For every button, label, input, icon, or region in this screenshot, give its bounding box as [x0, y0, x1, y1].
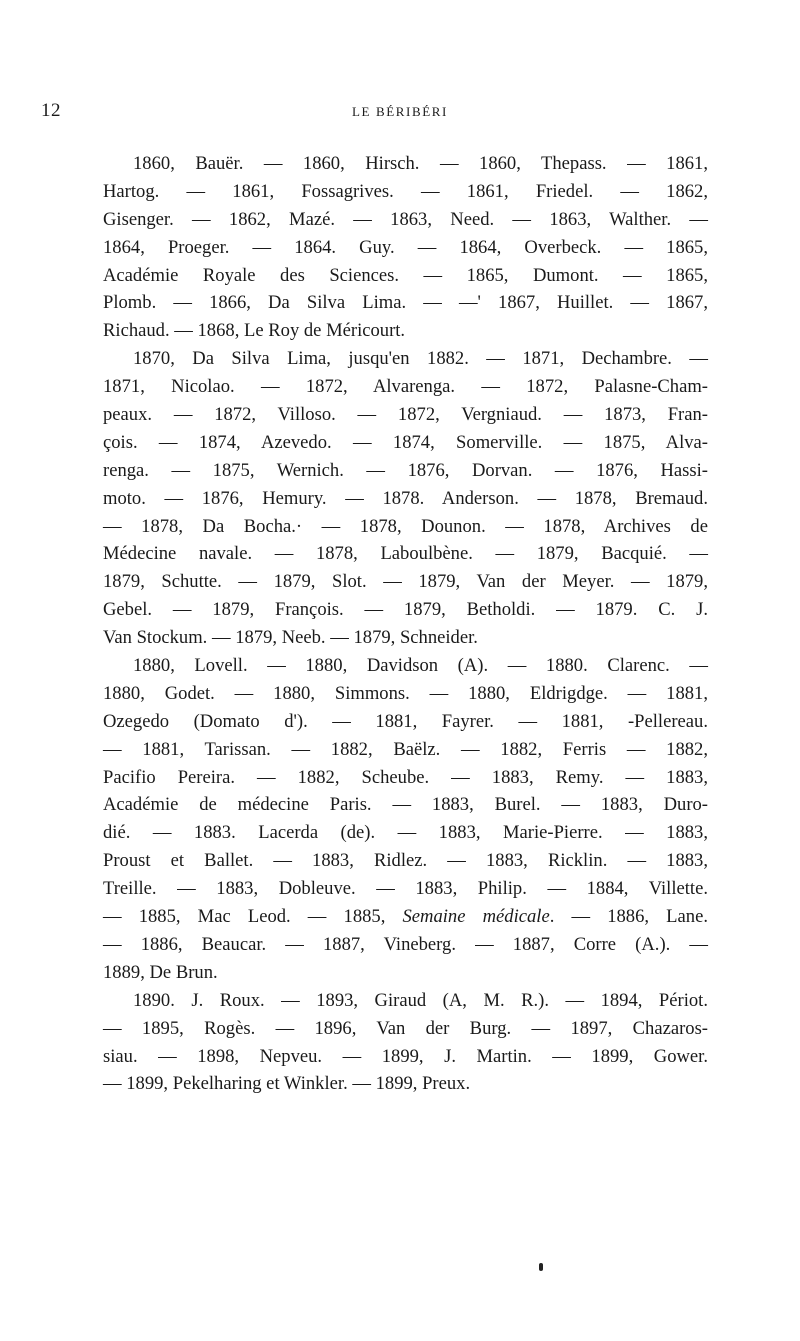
- text-line: Plomb. — 1866, Da Silva Lima. — —' 1867, Huillet. — 1867,: [103, 292, 708, 314]
- text-line: Académie Royale des Sciences. — 1865, Dumont. — 1865,: [103, 264, 708, 286]
- text-line: — 1881, Tarissan. — 1882, Baëlz. — 1882, Ferris — 1882,: [103, 738, 708, 760]
- text-line: 1864, Proeger. — 1864. Guy. — 1864, Overbeck. — 1865,: [103, 236, 708, 258]
- text-line: çois. — 1874, Azevedo. — 1874, Somerville. — 1875, Alva-: [103, 431, 708, 453]
- text-line: 1889, De Brun.: [103, 961, 218, 983]
- text-line: Ozegedo (Domato d'). — 1881, Fayrer. — 1881, -Pellereau.: [103, 710, 708, 732]
- text-line: Académie de médecine Paris. — 1883, Burel. — 1883, Duro-: [103, 794, 708, 816]
- text-line: 1870, Da Silva Lima, jusqu'en 1882. — 1871, Dechambre. —: [133, 348, 708, 370]
- page-number: 12: [41, 100, 61, 121]
- text-line: Hartog. — 1861, Fossagrives. — 1861, Friedel. — 1862,: [103, 180, 708, 202]
- text-line: Van Stockum. — 1879, Neeb. — 1879, Schneider.: [103, 627, 478, 649]
- paragraph-1860s: [103, 150, 708, 345]
- text-line: 1871, Nicolao. — 1872, Alvarenga. — 1872, Palasne-Cham-: [103, 376, 708, 398]
- text-line: renga. — 1875, Wernich. — 1876, Dorvan. — 1876, Hassi-: [103, 459, 708, 481]
- text-line: Treille. — 1883, Dobleuve. — 1883, Philip. — 1884, Villette.: [103, 878, 708, 900]
- text-line: dié. — 1883. Lacerda (de). — 1883, Marie-Pierre. — 1883,: [103, 822, 708, 844]
- text-line: Gisenger. — 1862, Mazé. — 1863, Need. — 1863, Walther. —: [103, 208, 708, 230]
- journal-title: Semaine médicale: [402, 906, 550, 928]
- running-title: LE BÉRIBÉRI: [352, 104, 448, 119]
- text-line: Médecine navale. — 1878, Laboulbène. — 1879, Bacquié. —: [103, 543, 708, 565]
- paragraph-1870s: [103, 345, 708, 652]
- text-line: — 1895, Rogès. — 1896, Van der Burg. — 1897, Chazaros-: [103, 1017, 708, 1039]
- text-line: — 1878, Da Bocha.· — 1878, Dounon. — 1878, Archives de: [103, 515, 708, 537]
- text-line: Proust et Ballet. — 1883, Ridlez. — 1883, Ricklin. — 1883,: [103, 850, 708, 872]
- text-line: 1879, Schutte. — 1879, Slot. — 1879, Van der Meyer. — 1879,: [103, 571, 708, 593]
- paragraph-1880s: [103, 652, 708, 987]
- text-line: Gebel. — 1879, François. — 1879, Betholdi. — 1879. C. J.: [103, 599, 708, 621]
- text-line: peaux. — 1872, Villoso. — 1872, Vergniaud. — 1873, Fran-: [103, 404, 708, 426]
- text-line: 1880, Lovell. — 1880, Davidson (A). — 1880. Clarenc. —: [133, 655, 708, 677]
- body-text: [103, 150, 708, 1098]
- ink-speck: [539, 1263, 543, 1271]
- text-line: 1880, Godet. — 1880, Simmons. — 1880, Eldrigdge. — 1881,: [103, 682, 708, 704]
- text-line: — 1886, Beaucar. — 1887, Vineberg. — 1887, Corre (A.). —: [103, 933, 708, 955]
- text-line: moto. — 1876, Hemury. — 1878. Anderson. — 1878, Bremaud.: [103, 487, 708, 509]
- text-line: siau. — 1898, Nepveu. — 1899, J. Martin. — 1899, Gower.: [103, 1045, 708, 1067]
- paragraph-1890s: [103, 987, 708, 1099]
- text-line: Pacifio Pereira. — 1882, Scheube. — 1883, Remy. — 1883,: [103, 766, 708, 788]
- text-line: — 1899, Pekelharing et Winkler. — 1899, Preux.: [103, 1073, 471, 1095]
- text-line: Richaud. — 1868, Le Roy de Méricourt.: [103, 320, 406, 342]
- text-line: — 1885, Mac Leod. — 1885, Semaine médicale. — 1886, Lane.: [103, 906, 708, 928]
- text-line: 1860, Bauër. — 1860, Hirsch. — 1860, Thepass. — 1861,: [133, 153, 708, 174]
- text-line: 1890. J. Roux. — 1893, Giraud (A, M. R.). — 1894, Périot.: [133, 989, 708, 1011]
